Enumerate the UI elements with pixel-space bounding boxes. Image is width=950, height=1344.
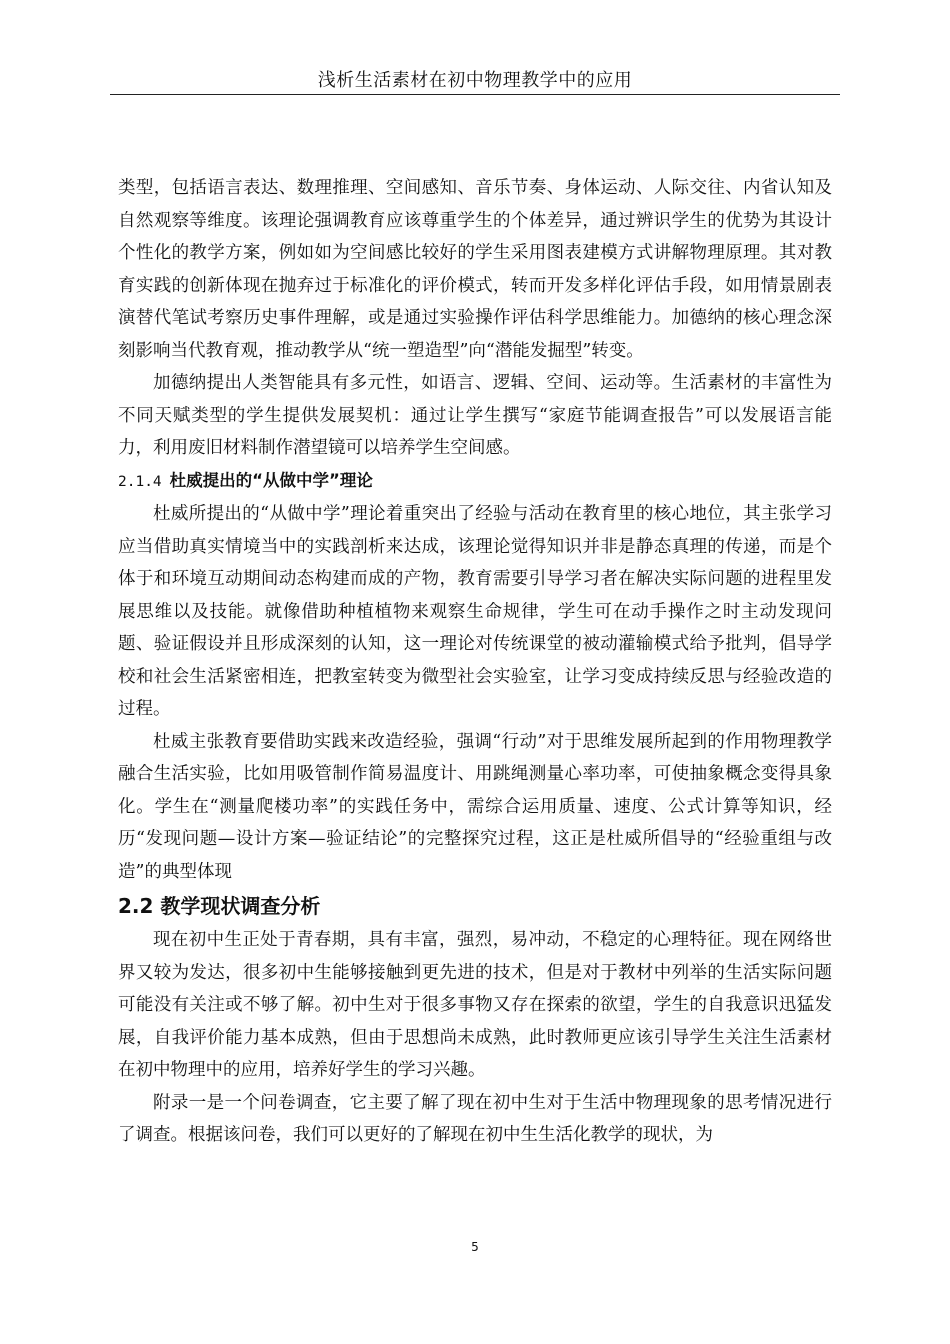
paragraph-continuation: 类型，包括语言表达、数理推理、空间感知、音乐节奏、身体运动、人际交往、内省认知及自然观察等维度。该理论强调教育应该尊重学生的个体差异，通过辨识学生的优势为其设计个性化的教学方案，例如如为空间感比较好的学生采用图表建模方式讲解物理原理。其对教育实践的创新体现在抛弃过于标准化的评价模式，转而开发多样化评估手段，如用情景剧表演替代笔试考察历史事件理解，或是通过实验操作评估科学思维能力。加德纳的核心理念深刻影响当代教育观，推动教学从“统一塑造型”向“潜能发掘型”转变。	[118, 178, 832, 361]
paragraph-student-status: 现在初中生正处于青春期，具有丰富，强烈，易冲动，不稳定的心理特征。现在网络世界又较为发达，很多初中生能够接触到更先进的技术，但是对于教材中列举的生活实际问题可能没有关注或不够了解。初中生对于很多事物又存在探索的欲望，学生的自我意识迅猛发展，自我评价能力基本成熟，但由于思想尚未成熟，此时教师更应该引导学生关注生活素材在初中物理中的应用，培养好学生的学习兴趣。	[118, 930, 832, 1080]
subsection-title: 杜威提出的“从做中学”理论	[169, 470, 373, 490]
header-divider	[110, 94, 840, 95]
body-text	[118, 172, 832, 1152]
page-number: 5	[471, 1240, 479, 1254]
running-header: 浅析生活素材在初中物理教学中的应用	[317, 70, 633, 91]
section-heading: 2.2 教学现状调查分析	[118, 894, 321, 918]
paragraph-gardner: 加德纳提出人类智能具有多元性，如语言、逻辑、空间、运动等。生活素材的丰富性为不同天赋类型的学生提供发展契机：通过让学生撰写“家庭节能调查报告”可以发展语言能力，利用废旧材料制作潜望镜可以培养学生空间感。	[118, 373, 832, 458]
paragraph-appendix-survey: 附录一是一个问卷调查，它主要了解了现在初中生对于生活中物理现象的思考情况进行了调查。根据该问卷，我们可以更好的了解现在初中生生活化教学的现状，为	[118, 1092, 832, 1145]
paragraph-dewey-practice: 杜威主张教育要借助实践来改造经验，强调“行动”对于思维发展所起到的作用物理教学融合生活实验，比如用吸管制作简易温度计、用跳绳测量心率功率，可使抽象概念变得具象化。学生在“测量爬楼功率”的实践任务中，需综合运用质量、速度、公式计算等知识，经历“发现问题—设计方案—验证结论”的完整探究过程，这正是杜威所倡导的“经验重组与改造”的典型体现	[118, 731, 832, 882]
subsection-number: 2.1.4	[118, 473, 162, 490]
paragraph-dewey-theory: 杜威所提出的“从做中学”理论着重突出了经验与活动在教育里的核心地位，其主张学习应当借助真实情境当中的实践剖析来达成，该理论觉得知识并非是静态真理的传递，而是个体于和环境互动期间动态构建而成的产物，教育需要引导学习者在解决实际问题的进程里发展思维以及技能。就像借助种植植物来观察生命规律，学生可在动手操作之时主动发现问题、验证假设并且形成深刻的认知，这一理论对传统课堂的被动灌输模式给予批判，倡导学校和社会生活紧密相连，把教室转变为微型社会实验室，让学习变成持续反思与经验改造的过程。	[118, 504, 832, 719]
subsection-heading	[118, 465, 832, 499]
